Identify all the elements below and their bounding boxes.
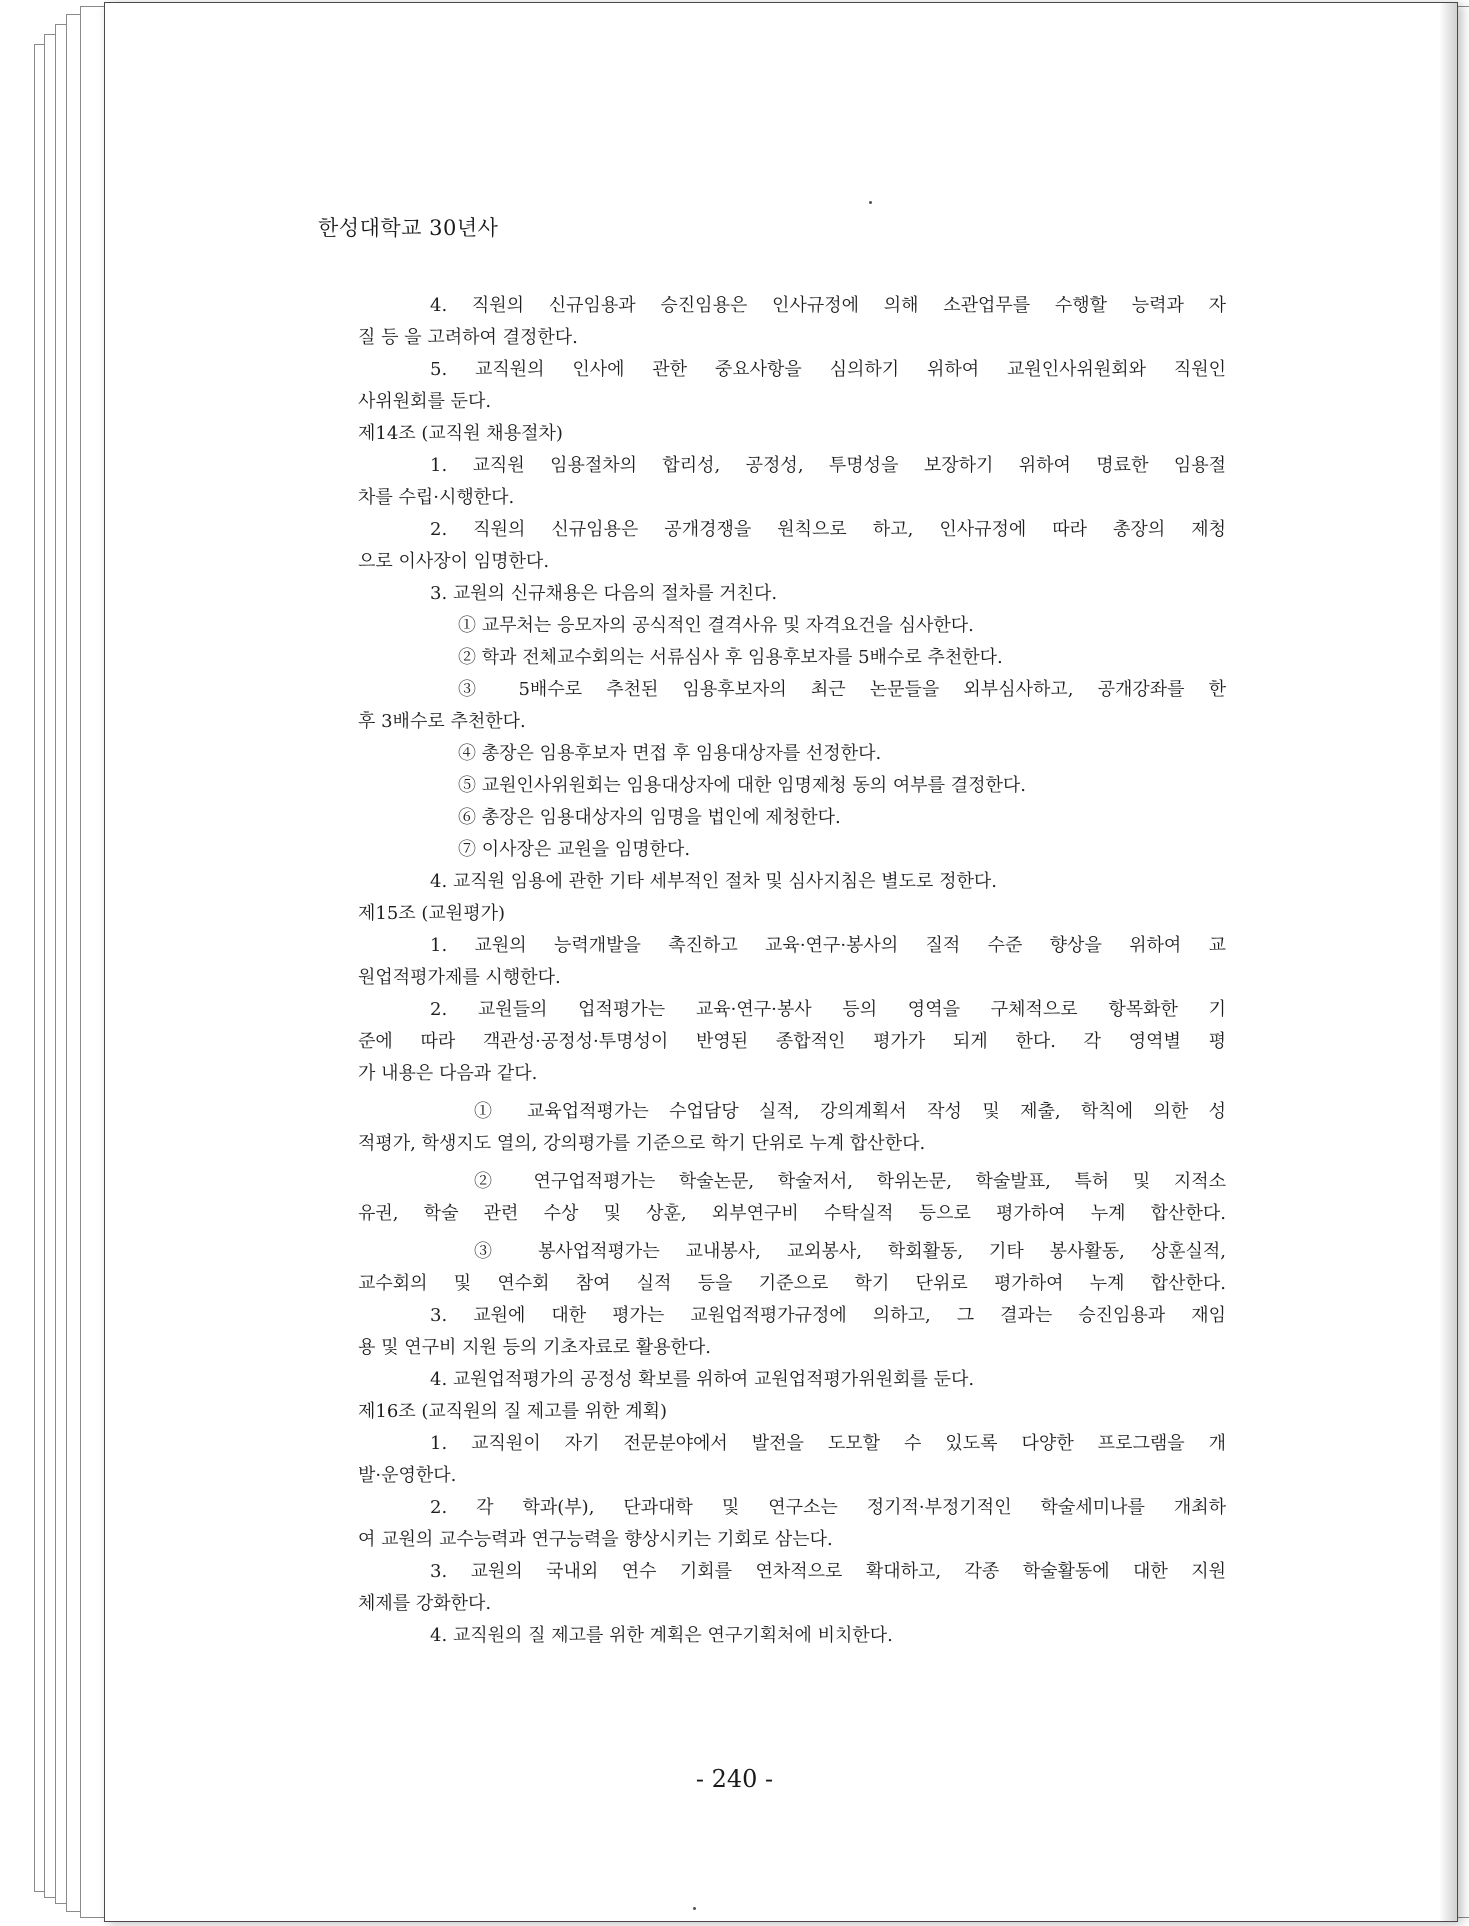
- text-line: 3. 교원에 대한 평가는 교원업적평가규정에 의하고, 그 결과는 승진임용과 재임: [430, 1305, 1226, 1326]
- text-line: 1. 교직원 임용절차의 합리성, 공정성, 투명성을 보장하기 위하여 명료한 임용절: [430, 455, 1226, 476]
- article-heading: 제16조 (교직원의 질 제고를 위한 계획): [358, 1401, 667, 1422]
- text-line: 4. 교직원 임용에 관한 기타 세부적인 절차 및 심사지침은 별도로 정한다.: [430, 871, 997, 892]
- article-heading: 제14조 (교직원 채용절차): [358, 423, 563, 444]
- article-heading: 제15조 (교원평가): [358, 903, 505, 924]
- text-line: 교수회의 및 연수회 참여 실적 등을 기준으로 학기 단위로 평가하여 누계 합산한다.: [358, 1273, 1226, 1294]
- page-shadow: [1439, 3, 1457, 1921]
- text-line: 후 3배수로 추천한다.: [358, 711, 526, 732]
- list-item: ① 교육업적평가는 수업담당 실적, 강의계획서 작성 및 제출, 학칙에 의한 성: [474, 1101, 1226, 1122]
- list-item: ③ 봉사업적평가는 교내봉사, 교외봉사, 학회활동, 기타 봉사활동, 상훈실적,: [474, 1241, 1226, 1262]
- text-line: 2. 직원의 신규임용은 공개경쟁을 원칙으로 하고, 인사규정에 따라 총장의 제청: [430, 519, 1226, 540]
- page-number: - 240 -: [695, 1765, 774, 1793]
- text-line: 가 내용은 다음과 같다.: [358, 1063, 538, 1084]
- text-line: 준에 따라 객관성·공정성·투명성이 반영된 종합적인 평가가 되게 한다. 각 영역별 평: [358, 1031, 1226, 1052]
- text-line: 으로 이사장이 임명한다.: [358, 551, 550, 572]
- list-item: ⑤ 교원인사위원회는 임용대상자에 대한 임명제청 동의 여부를 결정한다.: [458, 775, 1027, 796]
- running-header: 한성대학교 30년사: [318, 216, 499, 240]
- text-line: 사위원회를 둔다.: [358, 391, 492, 412]
- text-line: 3. 교원의 신규채용은 다음의 절차를 거친다.: [430, 583, 778, 604]
- text-line: 차를 수립·시행한다.: [358, 487, 515, 508]
- list-item: ② 연구업적평가는 학술논문, 학술저서, 학위논문, 학술발표, 특허 및 지적소: [474, 1171, 1226, 1192]
- list-item: ⑥ 총장은 임용대상자의 임명을 법인에 제청한다.: [458, 807, 841, 828]
- text-line: 체제를 강화한다.: [358, 1593, 492, 1614]
- scan-speck: [869, 201, 872, 204]
- text-line: 2. 각 학과(부), 단과대학 및 연구소는 정기적·부정기적인 학술세미나를 개최하: [430, 1497, 1226, 1518]
- list-item: ③ 5배수로 추천된 임용후보자의 최근 논문들을 외부심사하고, 공개강좌를 한: [458, 679, 1226, 700]
- list-item: ⑦ 이사장은 교원을 임명한다.: [458, 839, 691, 860]
- text-line: 여 교원의 교수능력과 연구능력을 향상시키는 기회로 삼는다.: [358, 1529, 833, 1550]
- scan-speck: [693, 1907, 696, 1910]
- text-line: 적평가, 학생지도 열의, 강의평가를 기준으로 학기 단위로 누계 합산한다.: [358, 1133, 926, 1154]
- text-line: 질 등 을 고려하여 결정한다.: [358, 327, 578, 348]
- text-line: 4. 직원의 신규임용과 승진임용은 인사규정에 의해 소관업무를 수행할 능력과 자: [430, 295, 1226, 316]
- text-line: 발·운영한다.: [358, 1465, 457, 1486]
- text-line: 원업적평가제를 시행한다.: [358, 967, 561, 988]
- list-item: ① 교무처는 응모자의 공식적인 결격사유 및 자격요건을 심사한다.: [458, 615, 974, 636]
- text-line: 3. 교원의 국내외 연수 기회를 연차적으로 확대하고, 각종 학술활동에 대한 지원: [430, 1561, 1226, 1582]
- text-line: 4. 교직원의 질 제고를 위한 계획은 연구기획처에 비치한다.: [430, 1625, 893, 1646]
- list-item: ② 학과 전체교수회의는 서류심사 후 임용후보자를 5배수로 추천한다.: [458, 647, 1003, 668]
- text-line: 유권, 학술 관련 수상 및 상훈, 외부연구비 수탁실적 등으로 평가하여 누계 합산한다.: [358, 1203, 1226, 1224]
- document-body: [358, 290, 1226, 1652]
- text-line: 5. 교직원의 인사에 관한 중요사항을 심의하기 위하여 교원인사위원회와 직원인: [430, 359, 1226, 380]
- list-item: ④ 총장은 임용후보자 면접 후 임용대상자를 선정한다.: [458, 743, 882, 764]
- text-line: 4. 교원업적평가의 공정성 확보를 위하여 교원업적평가위원회를 둔다.: [430, 1369, 975, 1390]
- text-line: 2. 교원들의 업적평가는 교육·연구·봉사 등의 영역을 구체적으로 항목화한 기: [430, 999, 1226, 1020]
- text-line: 용 및 연구비 지원 등의 기초자료로 활용한다.: [358, 1337, 712, 1358]
- text-line: 1. 교직원이 자기 전문분야에서 발전을 도모할 수 있도록 다양한 프로그램을 개: [430, 1433, 1226, 1454]
- text-line: 1. 교원의 능력개발을 촉진하고 교육·연구·봉사의 질적 수준 향상을 위하여 교: [430, 935, 1226, 956]
